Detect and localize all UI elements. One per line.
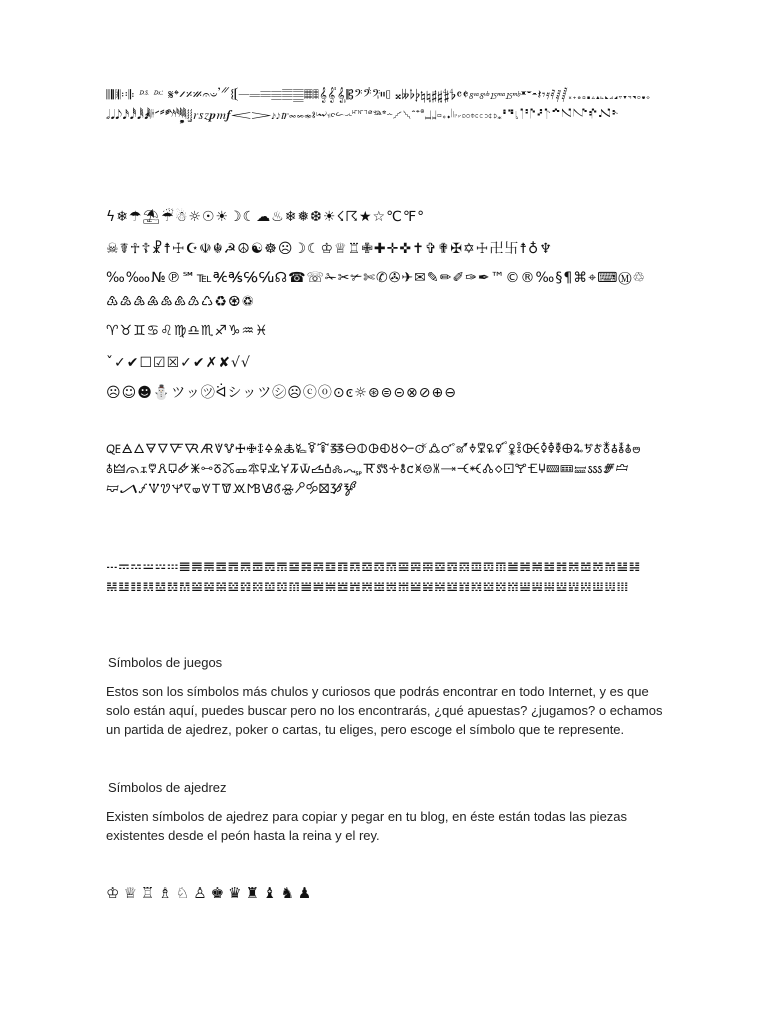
chess-heading: Símbolos de ajedrez bbox=[108, 780, 227, 795]
face-symbols: ☹☺☻⛄ツッ㋡ᐛシッツ㋛☹ⓒⓞ⊙ͼ☼⊛⊜⊝⊗⊘⊕⊖ bbox=[106, 385, 457, 401]
chess-symbols: ♔♕♖♗♘♙♚♛♜♝♞♟ bbox=[106, 884, 316, 902]
misc-symbols: ‰‱№℗℠℡℀℁℅℆☊☎☏✁✂✃✄✆✇✈✉✎✏✐✑✒™©®‰§¶⌘⌖⌨Ⓜ♲♳♴♵♶♷♸♹♺♻♼♽ bbox=[106, 270, 646, 310]
religious-symbols: ☠☤☥☦☧☨☩☪☫☬☭☮☯☸☹☽☾♔♕♖✙✚✛✜✝✞✟✠✡☩卍卐☨♁♆ bbox=[106, 241, 553, 257]
check-symbols: ˇ✓✔☐☑☒✓✔✗✘√√ bbox=[106, 355, 251, 371]
games-paragraph: Estos son los símbolos más chulos y curiosos que podrás encontrar en todo Internet, y es que solo están aquí, puedes buscar pero no los encontrarás, ¿qué apuestas? ¿jugamos? o echamos un partida de ajedrez, poker o cartas, tu eliges, pero escoge el símbolo que te represente. bbox=[106, 684, 663, 737]
zodiac-symbols: ♈♉♊♋♌♍♎♏♐♑♒♓ bbox=[106, 323, 269, 339]
games-heading: Símbolos de juegos bbox=[108, 655, 223, 670]
music-symbols: 𝄀𝄁𝄂𝄃𝄄𝄅𝄆𝄇𝄈 𝄉 𝄊 𝄋𝄌𝄍𝄎𝄏𝄐𝄑𝄒𝄓𝄔𝄕𝄖𝄗𝄘𝄙𝄚𝄛𝄜𝄝𝄞𝄟𝄠𝄡𝄢𝄣𝄤𝄥𝄦 𝄪𝄫𝄬𝄭𝄮𝄯𝄰𝄱𝄲𝄳𝄴𝄵𝄶𝄷𝄸𝄹𝄺𝄻𝄼𝄽𝄾𝄿𝅀𝅁𝅂𝅃𝅄𝅅𝅆𝅇𝅈𝅉𝅊𝅋𝅌𝅍𝅎𝅏𝅐𝅑𝅒𝅓𝅔𝅗𝅥𝅘𝅥𝅘𝅥𝅮𝅘𝅥𝅯𝅘𝅥𝅰𝅘𝅥𝅱𝅘𝅧𝅨𝅩𝅥𝅲𝅥𝅦𝅪𝅫𝅬𝅮𝅯𝅰𝅱𝅲𝅻𝅼𝅽𝅾𝅿𝆀𝆁𝆂𝅭𝆃𝆄𝆊𝆋𝆌𝆍𝆎𝆏𝆐𝆑𝆒𝆓𝆔𝆕𝆖𝆗𝆘𝆙𝆚𝆛𝆜𝆝𝆞𝆟𝆠𝆡𝆢𝆣𝆤𝆥𝆦𝆧𝆨𝆩𝆮𝆯𝆰𝆱𝆲𝆳𝆴𝆵𝆶𝆷𝆸𝆹𝆺𝇁𝇂𝇃𝇄𝇅𝇆𝇇𝇈𝇉𝇊𝇋𝇌𝇍𝇎𝇏𝇐𝇑𝇒𝇓𝇔𝇕𝇖𝇗𝇘𝇙𝇚𝇛𝇜𝇝 bbox=[106, 88, 651, 123]
weather-symbols: ϟ❄☂⛱☔☃☼☉☀☽☾☁♨❄❅❆☀☇☈★☆℃℉° bbox=[106, 209, 426, 225]
chess-paragraph: Existen símbolos de ajedrez para copiar y pegar en tu blog, en éste están todas las piezas existentes desde el peón hasta la reina y el rey. bbox=[106, 809, 628, 843]
tetragram-symbols: 𝌀𝌁𝌂𝌃𝌄𝌅𝌆𝌇𝌈𝌉𝌊𝌋𝌌𝌍𝌎𝌏𝌐𝌑𝌒𝌓𝌔𝌕𝌖𝌗𝌘𝌙𝌚𝌛𝌜𝌝𝌞𝌟𝌠𝌡𝌢𝌣𝌤𝌥𝌦𝌧𝌨𝌩𝌪𝌫𝌬𝌭𝌮𝌯𝌰𝌱𝌲𝌳𝌴𝌵𝌶𝌷𝌸𝌹𝌺𝌻𝌼𝌽𝌾𝌿𝍀𝍁𝍂𝍃𝍄𝍅𝍆𝍇𝍈𝍉𝍊𝍋𝍌𝍍𝍎𝍏𝍐𝍑𝍒𝍓𝍔𝍕𝍖 bbox=[106, 560, 641, 595]
alchemy-symbols: 🜀🜁🜂🜃🜄🜅🜆🜇🜈🜉🜊🜋🜌🜍🜎🜏🜐🜑🜒🜓🜔🜕🜖🜗🜘🜙🜚🜛🜜🜝🜞🜟🜠🜡🜢🜣🜤🜥🜦🜧🜨🜩🜪🜫🜬🜭🜮🜯🜰🜱🜲🜳🜴🜵🜶🜷🜸🜹🜺🜻🜼🜽🜾🜿🝀🝁🝂🝃🝄🝅🝆🝇🝈🝉🝊🝋🝌🝍🝎🝏🝐🝑🝒🝓🝔🝕🝖🝗🝘🝙🝚🝛🝜🝝🝞🝟🝠🝡🝢🝣🝤🝥🝦🝧🝨🝩🝪🝫🝬🝭🝮🝯🝰🝱🝲🝳 bbox=[106, 442, 642, 497]
